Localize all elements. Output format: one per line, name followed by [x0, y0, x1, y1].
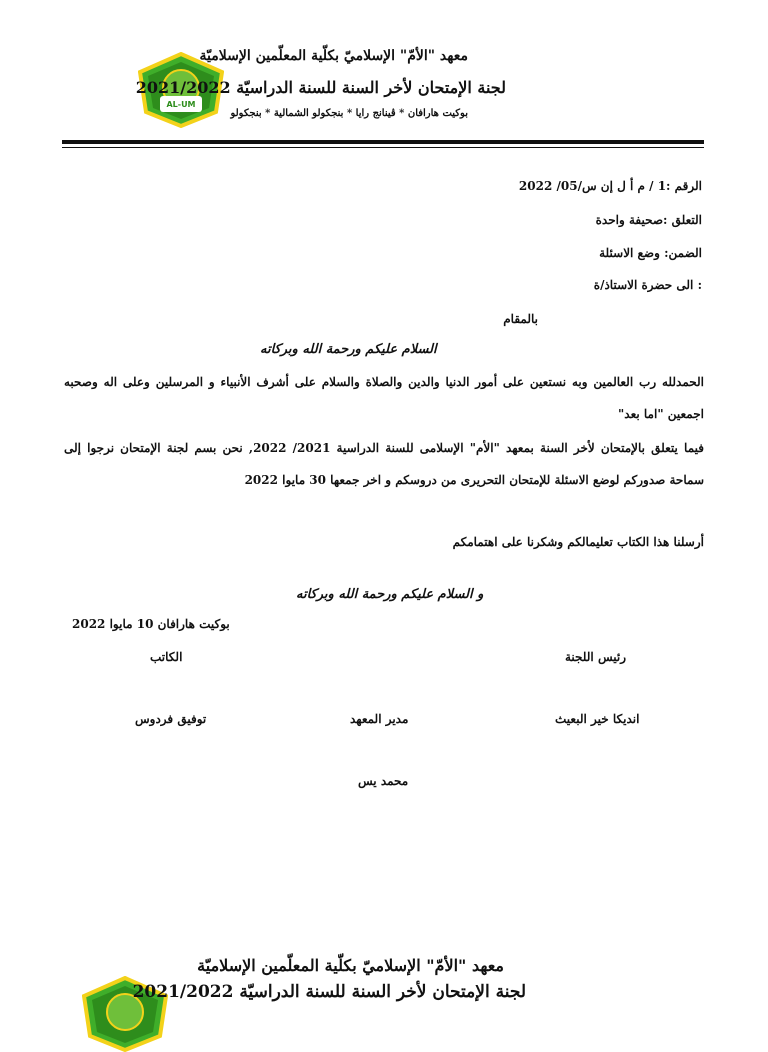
chairman-title: رئيس اللجنة: [565, 650, 626, 664]
secretary-title: الكاتب: [150, 650, 183, 664]
letter-subject: التعلق :صحيفة واحدة: [595, 213, 702, 227]
committee-title-page2: لجنة الإمتحان لأخر السنة للسنة الدراسيّة 2021/2022: [132, 982, 526, 1002]
committee-title: لجنة الإمتحان لأخر السنة للسنة الدراسيّة 2021/2022: [135, 78, 506, 97]
header-divider-thin: [62, 147, 704, 148]
place-date: بوكيت هارافان 10 مايوا 2022: [72, 617, 230, 631]
opening-greeting: السلام عليكم ورحمة الله وبركاته: [260, 342, 437, 357]
paragraph-opening: الحمدلله رب العالمين وبه نستعين على أمور الدنيا والدين والصلاة والسلام على أشرف الأنبياء و المرسلين وعلى اله وصحبه اجمعين "اما بعد": [64, 375, 704, 421]
paragraph-request: فيما يتعلق بالإمتحان لأخر السنة بمعهد "الأم" الإسلامى للسنة الدراسية 2021/ 2022, نحن بسم لجنة الإمتحان نرجوا إلى سماحة صدوركم لوضع الاسئلة للإمتحان التحريرى من دروسكم و اخر جمعها 30 مايوا 2022: [64, 441, 704, 487]
institute-name: معهد "الأمّ" الإسلاميّ بكلّية المعلّمين الإسلاميّة: [199, 48, 468, 64]
letter-number: الرقم :1 / م أ ل إن س/05/ 2022: [518, 179, 702, 193]
closing-note: أرسلنا هذا الكتاب تعليمالكم وشكرنا على اهتمامكم: [452, 535, 704, 549]
closing-greeting: و السلام عليكم ورحمة الله وبركاته: [296, 587, 484, 602]
letter-recipient: : الى حضرة الاستاذ/ة: [593, 278, 702, 292]
header-divider-thick: [62, 140, 704, 144]
logo-text: AL-UM: [166, 100, 196, 109]
chairman-name: انديكا خير البعيث: [555, 712, 640, 726]
institute-name-page2: معهد "الأمّ" الإسلاميّ بكلّية المعلّمين الإسلاميّة: [197, 956, 504, 975]
director-name: محمد يس: [358, 774, 409, 788]
letter-contents: الضمن: وضع الاسئلة: [599, 246, 702, 260]
address-line: بوكيت هارافان * ڤينانج رايا * بنجكولو الشمالية * بنجكولو: [230, 108, 468, 119]
secretary-name: توفيق فردوس: [135, 712, 207, 726]
director-title: مدير المعهد: [350, 712, 409, 726]
letter-place: بالمقام: [503, 312, 538, 326]
